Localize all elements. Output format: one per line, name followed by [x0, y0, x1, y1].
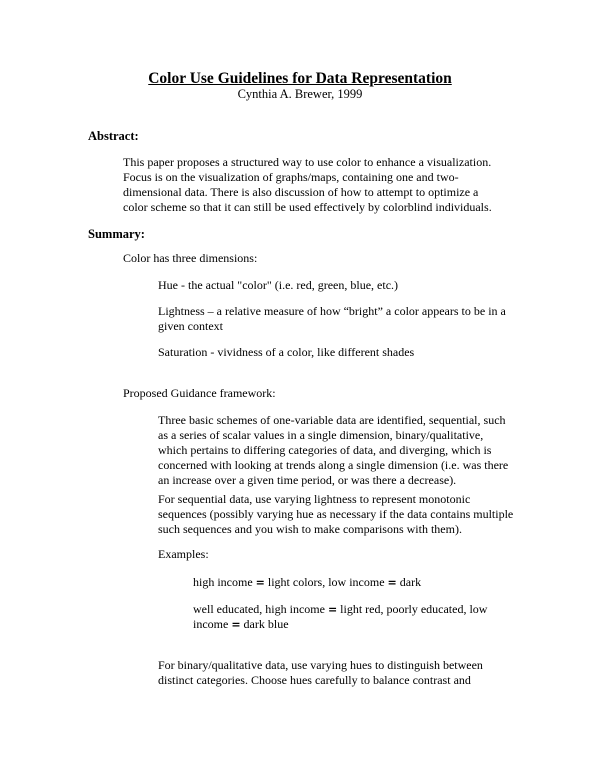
example-income-text-3: dark	[396, 575, 422, 589]
lightness-definition: Lightness – a relative measure of how “bright” a color appears to be in a given context	[158, 304, 506, 333]
author-line: Cynthia A. Brewer, 1999	[237, 87, 363, 101]
equals-symbol: =	[255, 576, 265, 589]
saturation-definition: Saturation - vividness of a color, like different shades	[158, 345, 415, 359]
document-title: Color Use Guidelines for Data Representation	[148, 70, 452, 87]
example-income	[193, 575, 513, 590]
hue-definition: Hue - the actual "color" (i.e. red, green, blue, etc.)	[158, 278, 399, 292]
framework-paragraph: Three basic schemes of one-variable data are identified, sequential, such as a series of scalar values in a single dimension, binary/qualitative, which pertains to differing categories of data, and diverging, which is concerned with looking at trends along a single dimension (i.e. was there an increase over a given time period, or was there a decrease).	[158, 413, 509, 487]
example-education-text-1: well educated, high income	[193, 602, 328, 616]
example-education-text-3: dark blue	[240, 617, 289, 631]
abstract-paragraph: This paper proposes a structured way to use color to enhance a visualization. Focus is on the visualization of graphs/maps, containing one and two-dimensional data. There is also discussion of how to attempt to optimize a color scheme so that it can still be used effectively by colorblind individuals.	[123, 155, 492, 214]
framework-heading: Proposed Guidance framework:	[123, 386, 276, 400]
sequential-paragraph: For sequential data, use varying lightness to represent monotonic sequences (possibly varying hue as necessary if the data contains multiple such sequences and you wish to make comparisons with them).	[158, 492, 514, 536]
example-education	[193, 602, 493, 632]
example-income-text-1: high income	[193, 575, 256, 589]
example-income-text-2: light colors, low income	[264, 575, 388, 589]
equals-symbol: =	[387, 576, 397, 589]
examples-label: Examples:	[158, 547, 209, 561]
abstract-heading: Abstract:	[88, 129, 139, 143]
equals-symbol: =	[231, 618, 241, 631]
equals-symbol: =	[327, 603, 338, 616]
dimensions-intro: Color has three dimensions:	[123, 251, 258, 265]
example-education-text-2: light red, poorly educated, low income	[193, 602, 488, 631]
summary-heading: Summary:	[88, 227, 145, 241]
binary-paragraph: For binary/qualitative data, use varying hues to distinguish between distinct categories. Choose hues carefully to balance contrast and	[158, 658, 483, 687]
